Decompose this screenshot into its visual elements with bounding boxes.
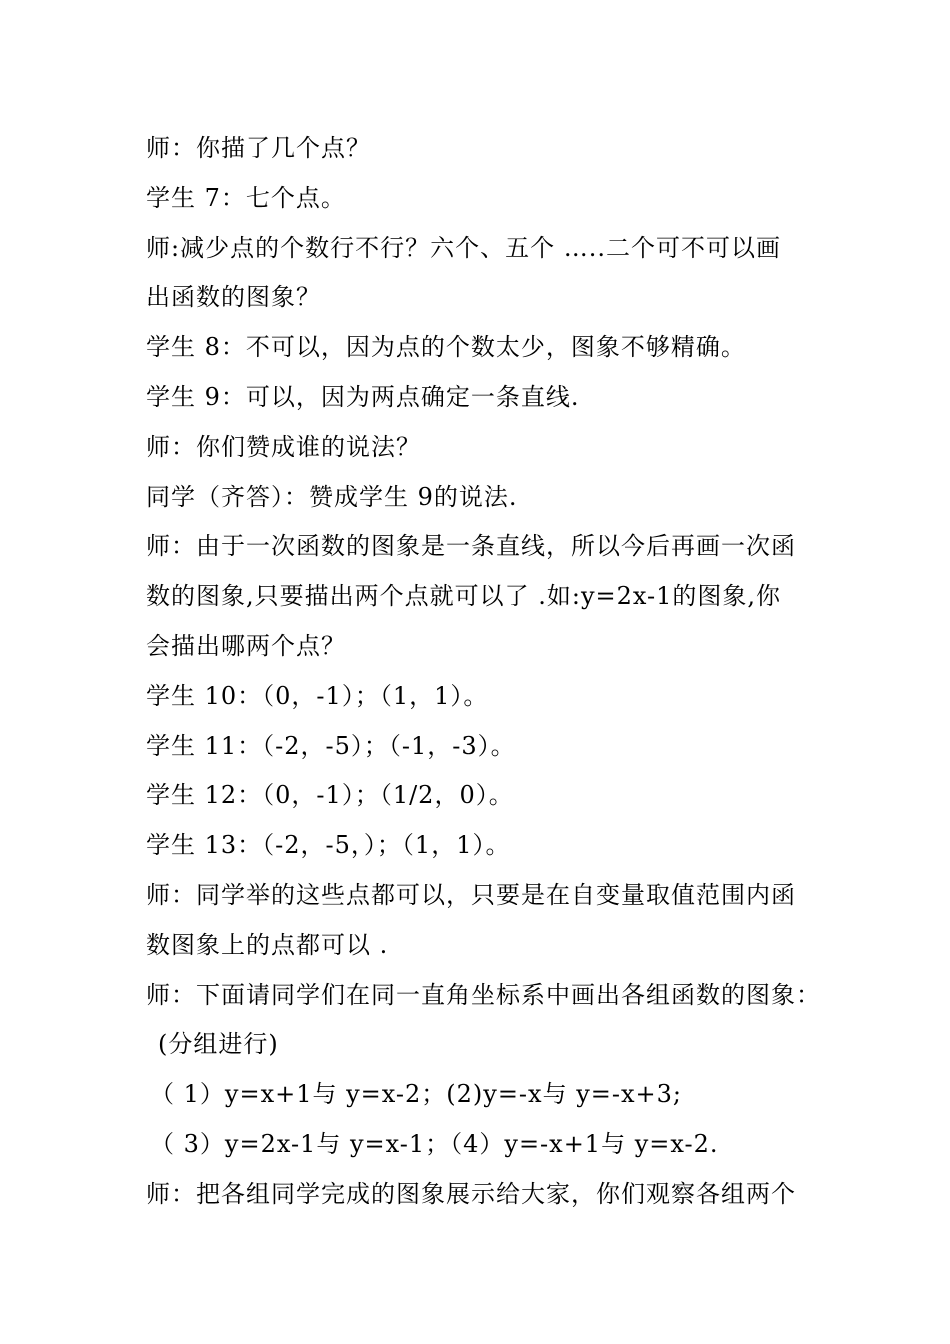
text-line: 师：你描了几个点？	[146, 134, 371, 162]
text-line: 会描出哪两个点？	[146, 631, 346, 660]
text-line: (分组进行)	[158, 1030, 279, 1059]
text-line: 数的图象,只要描出两个点就可以了 .如:y=2x-1的图象,你	[146, 582, 782, 611]
text-line: （ 3）y=2x-1与 y=x-1；（4）y=-x+1与 y=x-2.	[150, 1129, 719, 1158]
text-line: 学生 9：可以，因为两点确定一条直线.	[146, 382, 580, 411]
text-line: 学生 12：（0，-1）；（1/2，0）。	[146, 781, 514, 810]
text-line: 师：下面请同学们在同一直角坐标系中画出各组函数的图象：	[146, 980, 821, 1009]
text-line: 数图象上的点都可以 .	[146, 930, 389, 959]
text-line: （ 1）y=x+1与 y=x-2；(2)y=-x与 y=-x+3;	[150, 1080, 682, 1109]
text-line: 师：把各组同学完成的图象展示给大家，你们观察各组两个	[146, 1179, 796, 1208]
text-line: 出函数的图象？	[146, 283, 321, 312]
text-line: 同学（齐答）：赞成学生 9的说法.	[146, 482, 518, 511]
text-line: 学生 13：（-2，-5，）；（1，1）。	[146, 831, 511, 860]
text-line: 师：由于一次函数的图象是一条直线，所以今后再画一次函	[146, 532, 796, 561]
text-line: 学生 11：（-2，-5）；（-1，-3）。	[146, 731, 516, 760]
text-body	[146, 128, 826, 1224]
text-line: 师：同学举的这些点都可以，只要是在自变量取值范围内函	[146, 880, 796, 909]
text-line: 学生 7：七个点。	[146, 183, 346, 212]
text-line: 师:减少点的个数行不行？六个、五个 …..二个可不可以画	[146, 233, 781, 262]
text-line: 学生 8：不可以，因为点的个数太少，图象不够精确。	[146, 333, 746, 362]
text-line: 师：你们赞成谁的说法？	[146, 432, 421, 461]
text-line: 学生 10：（0，-1）；（1，1）。	[146, 681, 489, 710]
